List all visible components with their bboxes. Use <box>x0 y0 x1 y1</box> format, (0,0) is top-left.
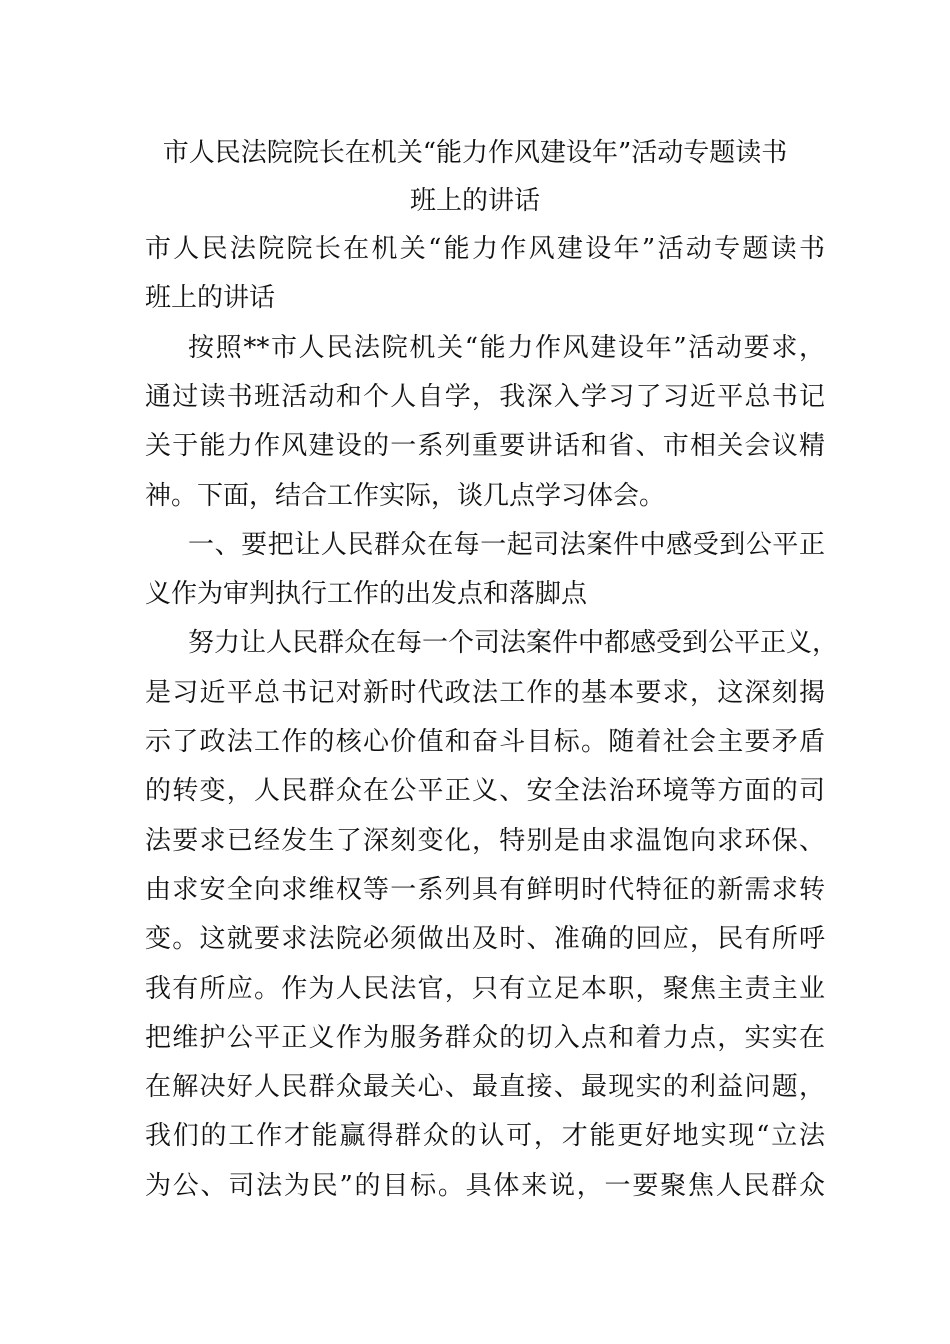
body-line: 一、要把让人民群众在每一起司法案件中感受到公平正 <box>188 530 825 560</box>
body-line: 我有所应。作为人民法官，只有立足本职，聚焦主责主业 <box>145 974 825 1004</box>
body-line: 在解决好人民群众最关心、最直接、最现实的利益问题， <box>145 1072 825 1102</box>
body-line: 的转变，人民群众在公平正义、安全法治环境等方面的司 <box>145 776 825 806</box>
body-line: 努力让人民群众在每一个司法案件中都感受到公平正义， <box>188 628 839 658</box>
body-line: 市人民法院院长在机关“能力作风建设年”活动专题读书 <box>145 234 825 264</box>
document-title-line-2: 班上的讲话 <box>409 186 540 216</box>
body-line: 法要求已经发生了深刻变化，特别是由求温饱向求环保、 <box>145 826 825 856</box>
body-line: 示了政法工作的核心价值和奋斗目标。随着社会主要矛盾 <box>145 727 825 757</box>
body-line: 班上的讲话 <box>145 283 276 313</box>
document-title-line-1: 市人民法院院长在机关“能力作风建设年”活动专题读书 <box>162 138 788 168</box>
body-line: 变。这就要求法院必须做出及时、准确的回应，民有所呼 <box>145 924 825 954</box>
body-line: 是习近平总书记对新时代政法工作的基本要求，这深刻揭 <box>145 678 825 708</box>
body-line: 关于能力作风建设的一系列重要讲话和省、市相关会议精 <box>145 431 825 461</box>
body-line: 神。下面，结合工作实际，谈几点学习体会。 <box>145 481 666 511</box>
body-line: 义作为审判执行工作的出发点和落脚点 <box>145 579 588 609</box>
body-line: 通过读书班活动和个人自学，我深入学习了习近平总书记 <box>145 382 825 412</box>
body-line: 按照**市人民法院机关“能力作风建设年”活动要求， <box>188 333 825 363</box>
body-line: 我们的工作才能赢得群众的认可，才能更好地实现“立法 <box>145 1121 825 1151</box>
body-line: 把维护公平正义作为服务群众的切入点和着力点，实实在 <box>145 1023 825 1053</box>
body-line: 为公、司法为民”的目标。具体来说，一要聚焦人民群众 <box>145 1171 825 1201</box>
body-line: 由求安全向求维权等一系列具有鲜明时代特征的新需求转 <box>145 875 825 905</box>
